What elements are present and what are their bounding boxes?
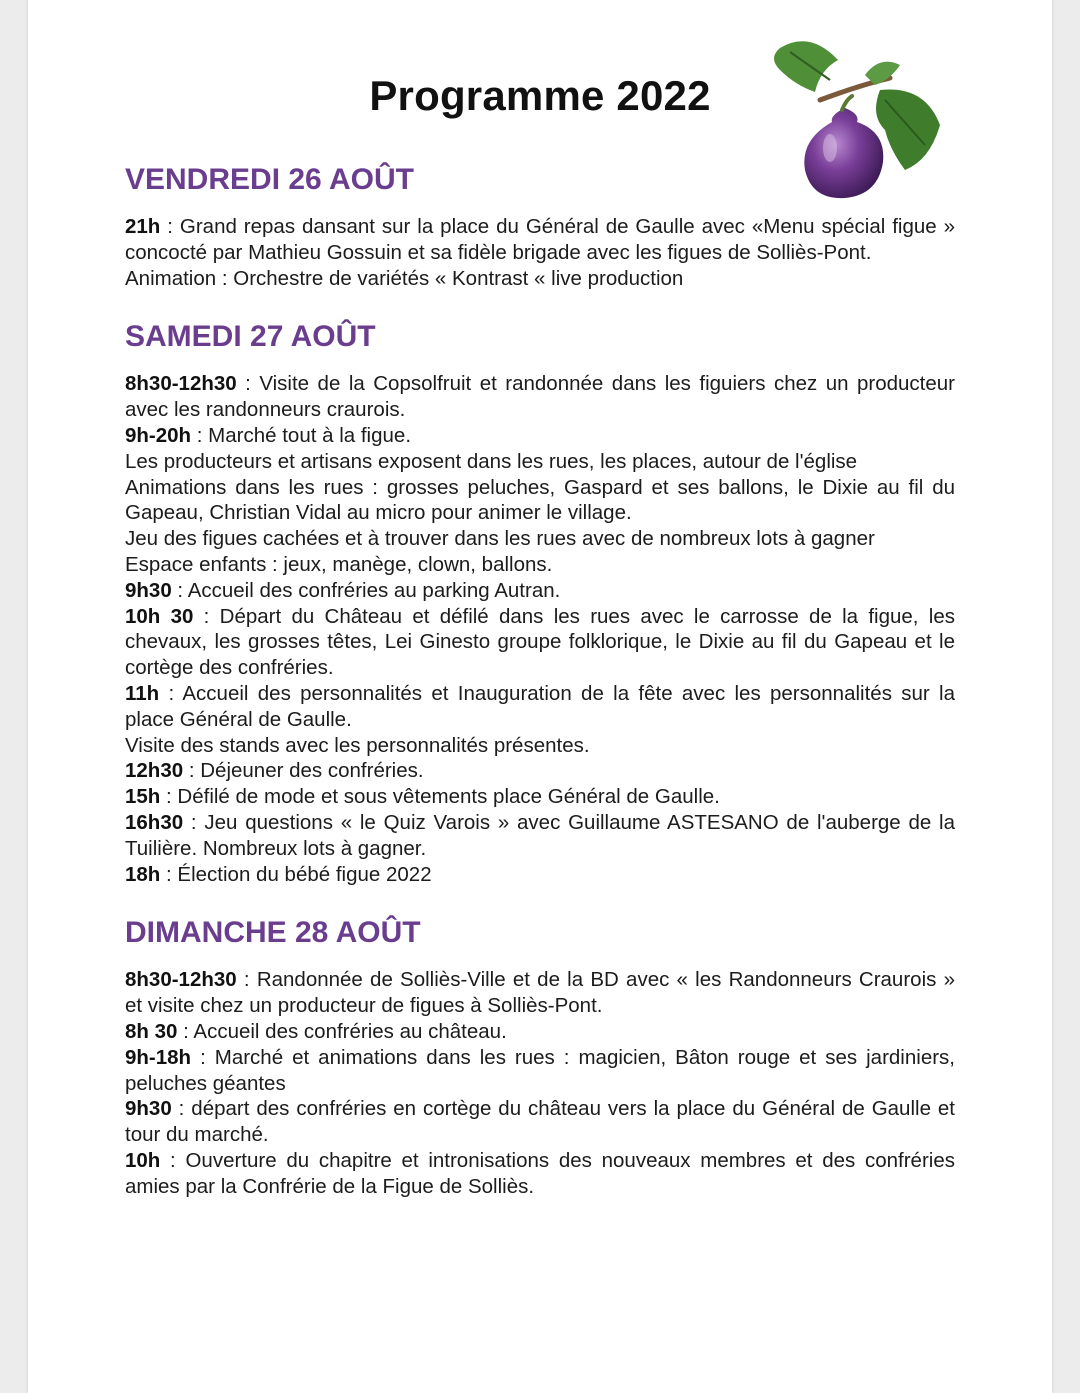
entry-time: 12h30 xyxy=(125,759,184,783)
entry-time: 16h30 xyxy=(125,810,184,834)
page-title: Programme 2022 xyxy=(369,72,711,119)
day-heading: VENDREDI 26 AOÛT xyxy=(125,163,414,196)
entry-time: 9h30 xyxy=(125,578,172,602)
entry-text: Défilé de mode et sous vêtements place Général de Gaulle. xyxy=(177,785,720,809)
entry-text: Départ du Château et défilé dans les rues avec le carrosse de la figue, les chevaux, les grosses têtes, Lei Ginesto groupe folklorique, le Dixie au fil du Gapeau et le cortège des confréries. xyxy=(125,604,955,680)
program-entry xyxy=(125,1045,955,1097)
entry-separator: : xyxy=(236,968,257,992)
entry-separator: : xyxy=(183,810,205,834)
day-section xyxy=(125,913,955,1199)
entry-separator: : xyxy=(193,604,220,628)
entry-separator: : xyxy=(191,1045,215,1069)
entry-separator: : xyxy=(171,578,188,602)
program-entry xyxy=(125,758,955,784)
entry-separator: : xyxy=(160,1148,186,1172)
entry-time: 10h xyxy=(125,1148,161,1172)
program-entry xyxy=(125,1148,955,1200)
entry-time: 9h-20h xyxy=(125,423,192,447)
entry-text: Accueil des confréries au parking Autran. xyxy=(187,578,561,602)
entry-text: Accueil des personnalités et Inauguration de la fête avec les personnalités sur la place Général de Gaulle. xyxy=(125,681,955,731)
entry-text: départ des confréries en cortège du château vers la place du Général de Gaulle et tour du marché. xyxy=(125,1097,955,1147)
entry-separator: : xyxy=(159,681,183,705)
program-entry xyxy=(125,862,955,888)
entry-text: Élection du bébé figue 2022 xyxy=(177,862,432,886)
entry-time: 8h30-12h30 xyxy=(125,968,237,992)
day-section xyxy=(125,317,955,887)
program-entry xyxy=(125,475,955,527)
entry-separator: : xyxy=(171,1097,192,1121)
entry-text: Marché et animations dans les rues : magicien, Bâton rouge et ses jardiniers, peluches géantes xyxy=(125,1045,955,1095)
entry-text: Jeu questions « le Quiz Varois » avec Guillaume ASTESANO de l'auberge de la Tuilière. Nombreux lots à gagner. xyxy=(125,810,955,860)
entry-text: Les producteurs et artisans exposent dans les rues, les places, autour de l'église xyxy=(125,449,858,473)
entry-text: Espace enfants : jeux, manège, clown, ballons. xyxy=(125,552,553,576)
entry-text: Marché tout à la figue. xyxy=(208,423,412,447)
day-heading: SAMEDI 27 AOÛT xyxy=(125,320,376,354)
entry-time: 8h 30 xyxy=(125,1019,178,1043)
entry-separator: : xyxy=(160,215,180,238)
program-entry xyxy=(125,371,955,423)
entry-separator: : xyxy=(160,862,178,886)
entry-separator: : xyxy=(160,785,178,809)
entry-text: Accueil des confréries au château. xyxy=(193,1019,507,1043)
entry-text: Visite des stands avec les personnalités présentes. xyxy=(125,733,590,757)
entry-time: 21h xyxy=(125,215,161,238)
program-entry xyxy=(125,526,955,552)
entry-text: Visite de la Copsolfruit et randonnée dans les figuiers chez un producteur avec les randonneurs craurois. xyxy=(125,372,955,422)
program-entry xyxy=(125,784,955,810)
entry-time: 11h xyxy=(125,681,160,705)
entry-text: Randonnée de Solliès-Ville et de la BD avec « les Randonneurs Craurois » et visite chez un producteur de figues à Solliès-Pont. xyxy=(125,968,955,1018)
program-entry xyxy=(125,423,955,449)
program-entry xyxy=(125,449,955,475)
entry-text: Jeu des figues cachées et à trouver dans les rues avec de nombreux lots à gagner xyxy=(125,527,875,551)
program-entry xyxy=(125,214,955,266)
entry-separator: : xyxy=(177,1019,194,1043)
entry-separator: : xyxy=(183,759,201,783)
entry-time: 9h30 xyxy=(125,1097,172,1121)
entry-text: Déjeuner des confréries. xyxy=(200,759,424,783)
program-entry xyxy=(125,733,955,759)
program-entry xyxy=(125,1096,955,1148)
program-entry xyxy=(125,578,955,604)
entry-time: 9h-18h xyxy=(125,1045,192,1069)
program-content xyxy=(125,160,955,1226)
entry-time: 10h 30 xyxy=(125,604,194,628)
entry-text: Animations dans les rues : grosses peluches, Gaspard et ses ballons, le Dixie au fil du Gapeau, Christian Vidal au micro pour animer le village. xyxy=(125,475,955,525)
day-sections xyxy=(125,160,955,1200)
entry-separator: : xyxy=(236,372,260,396)
day-section xyxy=(125,160,955,291)
program-entry xyxy=(125,810,955,862)
entry-time: 8h30-12h30 xyxy=(125,372,237,396)
entry-time: 15h xyxy=(125,785,161,809)
program-entry xyxy=(125,266,955,292)
day-heading: DIMANCHE 28 AOÛT xyxy=(125,916,421,950)
entry-time: 18h xyxy=(125,862,161,886)
entry-text: Animation : Orchestre de variétés « Kontrast « live production xyxy=(125,266,684,290)
program-entry xyxy=(125,604,955,681)
program-entry xyxy=(125,967,955,1019)
program-entry xyxy=(125,681,955,733)
entry-separator: : xyxy=(191,423,209,447)
entry-text: Ouverture du chapitre et intronisations des nouveaux membres et des confréries amies par la Confrérie de la Figue de Solliès. xyxy=(125,1148,955,1198)
program-entry xyxy=(125,552,955,578)
program-entry xyxy=(125,1019,955,1045)
entry-text: Grand repas dansant sur la place du Général de Gaulle avec «Menu spécial figue » concocté par Mathieu Gossuin et sa fidèle brigade avec les figues de Solliès-Pont. xyxy=(125,215,955,264)
